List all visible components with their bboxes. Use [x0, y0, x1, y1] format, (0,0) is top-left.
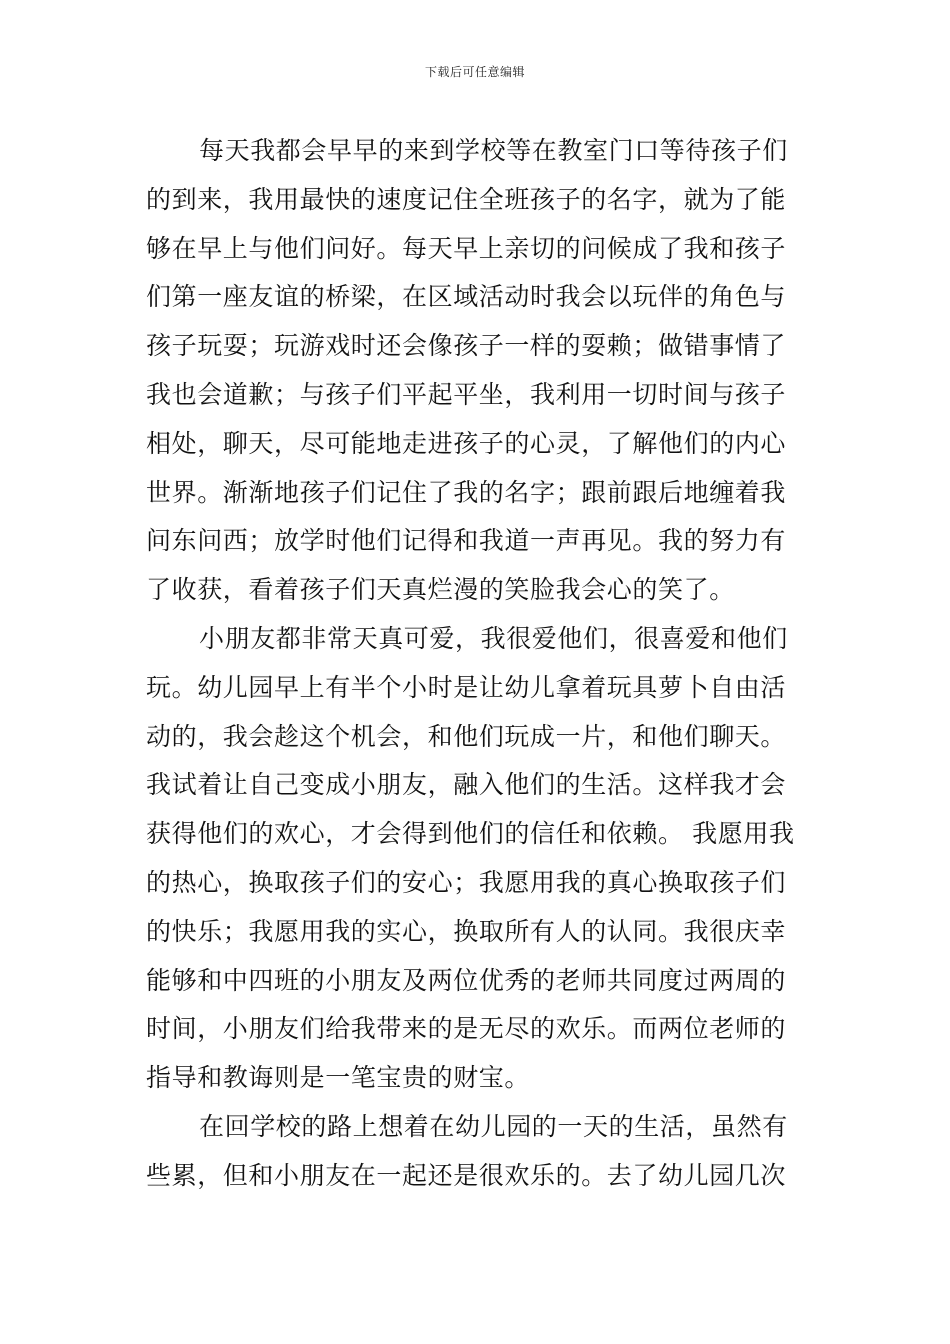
text-line: 玩。幼儿园早上有半个小时是让幼儿拿着玩具萝卜自由活 [146, 672, 787, 702]
text-line: 能够和中四班的小朋友及两位优秀的老师共同度过两周的 [146, 965, 787, 995]
text-line: 我也会道歉；与孩子们平起平坐，我利用一切时间与孩子 [146, 379, 787, 409]
text-line: 相处，聊天，尽可能地走进孩子的心灵，了解他们的内心 [146, 428, 787, 458]
text-line: 每天我都会早早的来到学校等在教室门口等待孩子们 [199, 136, 788, 165]
text-line: 了收获，看着孩子们天真烂漫的笑脸我会心的笑了。 [146, 575, 735, 605]
text-line: 动的，我会趁这个机会，和他们玩成一片，和他们聊天。 [146, 721, 787, 751]
page-header-note: 下载后可任意编辑 [424, 65, 525, 79]
text-line: 指导和教诲则是一笔宝贵的财宝。 [146, 1063, 531, 1093]
text-line: 获得他们的欢心，才会得到他们的信任和依赖。 我愿用我 [146, 819, 795, 849]
text-line: 小朋友都非常天真可爱，我很爱他们，很喜爱和他们 [199, 623, 788, 653]
text-line: 世界。渐渐地孩子们记住了我的名字；跟前跟后地缠着我 [146, 477, 787, 507]
text-line: 问东问西；放学时他们记得和我道一声再见。我的努力有 [146, 526, 787, 556]
text-line: 够在早上与他们问好。每天早上亲切的问候成了我和孩子 [146, 233, 787, 263]
text-line: 我试着让自己变成小朋友，融入他们的生活。这样我才会 [146, 770, 787, 800]
text-line: 的热心，换取孩子们的安心；我愿用我的真心换取孩子们 [146, 867, 787, 897]
text-line: 些累，但和小朋友在一起还是很欢乐的。去了幼儿园几次 [146, 1160, 787, 1190]
text-line: 的到来，我用最快的速度记住全班孩子的名字，就为了能 [146, 184, 787, 214]
text-line: 时间，小朋友们给我带来的是无尽的欢乐。而两位老师的 [146, 1014, 787, 1044]
text-line: 孩子玩耍；玩游戏时还会像孩子一样的耍赖；做错事情了 [146, 331, 787, 361]
document-body [146, 127, 808, 1201]
text-line: 们第一座友谊的桥梁，在区域活动时我会以玩伴的角色与 [146, 282, 787, 312]
text-line: 在回学校的路上想着在幼儿园的一天的生活，虽然有 [199, 1111, 788, 1141]
text-line: 的快乐；我愿用我的实心，换取所有人的认同。我很庆幸 [146, 916, 787, 946]
